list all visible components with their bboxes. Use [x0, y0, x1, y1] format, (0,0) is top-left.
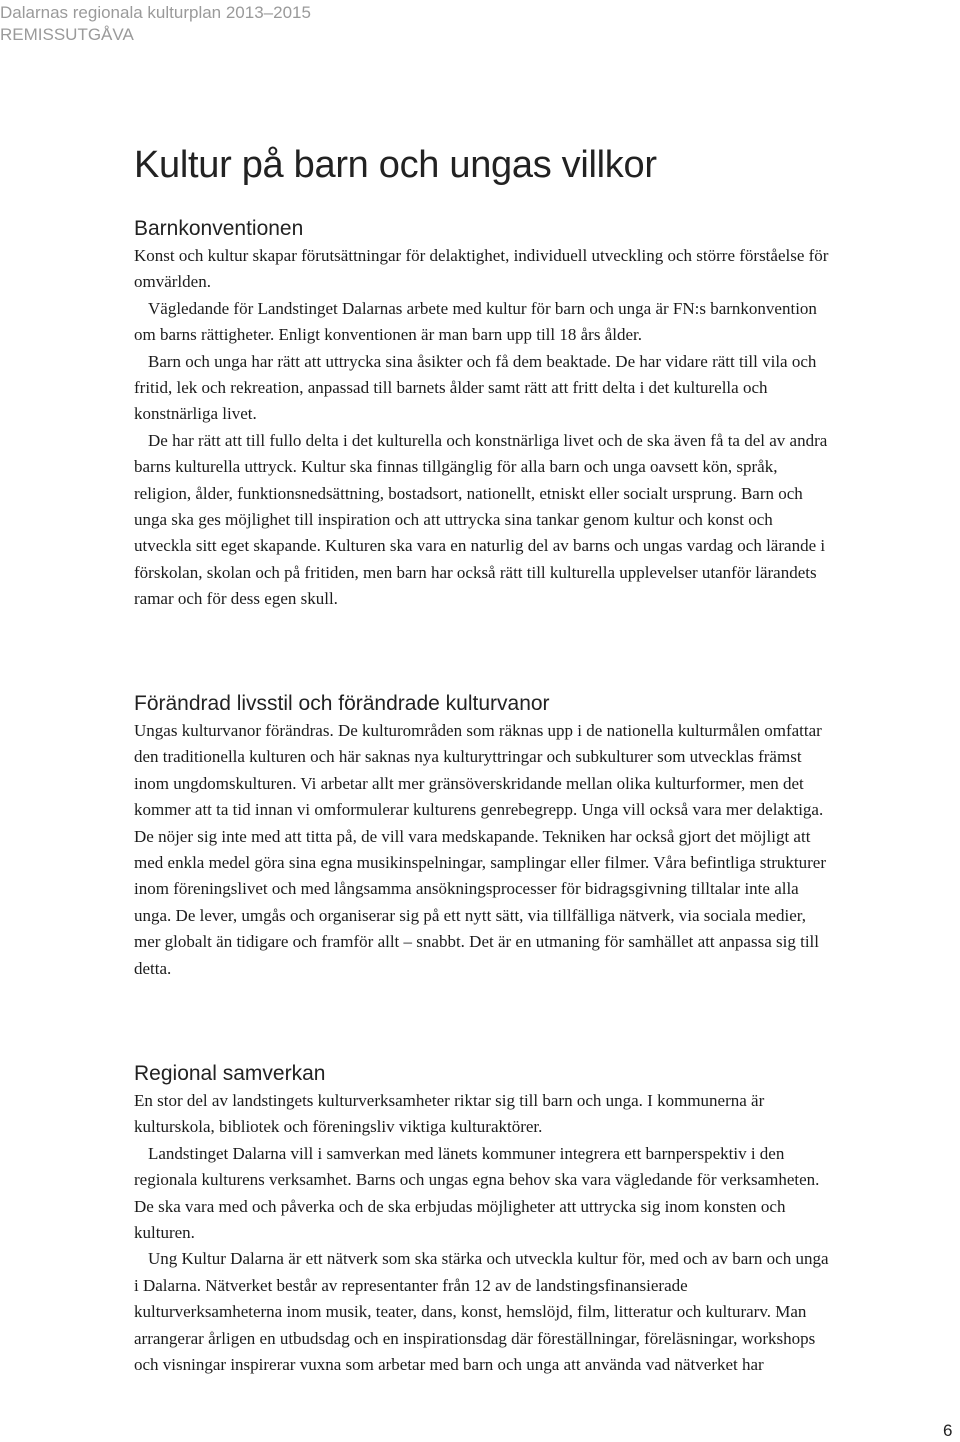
paragraph: Barn och unga har rätt att uttrycka sina åsikter och få dem beaktade. De har vidare rätt till vila och fritid, lek och rekreation, anpassad till barnets ålder samt rätt att fritt delta i det kulturella och konstnärliga livet.: [134, 351, 817, 424]
section-heading: Förändrad livsstil och förändrade kulturvanor: [134, 692, 550, 715]
section-forandrad-livsstil: [134, 690, 834, 982]
section-heading: Regional samverkan: [134, 1062, 326, 1085]
running-header: [0, 2, 311, 46]
paragraph: Konst och kultur skapar förutsättningar för delaktighet, individuell utveckling och större förståelse för omvärlden.: [134, 246, 829, 292]
section-barnkonventionen: [134, 215, 834, 613]
document-title: Dalarnas regionala kulturplan 2013–2015: [0, 3, 311, 22]
paragraph: Landstinget Dalarna vill i samverkan med länets kommuner integrera ett barnperspektiv i den regionala kulturens verksamhet. Barns och ungas egna behov ska vara vägledande för verksamheten. De ska vara med och påverka och de ska erbjudas möjligheter att uttrycka sig inom konsten och kulturen.: [134, 1143, 820, 1243]
paragraph: En stor del av landstingets kulturverksamheter riktar sig till barn och unga. I kommunerna är kulturskola, bibliotek och föreningsliv viktiga kulturaktörer.: [134, 1091, 765, 1137]
paragraph: Ung Kultur Dalarna är ett nätverk som ska stärka och utveckla kultur för, med och av barn och unga i Dalarna. Nätverket består av representanter från 12 av de landstingsfinansierade kulturverksamheterna inom musik, teater, dans, konst, hemslöjd, film, litteratur och kulturarv. Man arrangerar årligen en utbudsdag och en inspirationsdag där föreställningar, föreläsningar, workshops och visningar inspirerar vuxna som arbetar med barn och unga att använda vad nätverket har: [134, 1249, 829, 1375]
paragraph: Vägledande för Landstinget Dalarnas arbete med kultur för barn och unga är FN:s barnkonvention om barns rättigheter. Enligt konventionen är man barn upp till 18 års ålder.: [134, 298, 817, 345]
page-title: Kultur på barn och ungas villkor: [134, 144, 657, 186]
paragraph: De har rätt att till fullo delta i det kulturella och konstnärliga livet och de ska även få ta del av andra barns kulturella uttryck. Kultur ska finnas tillgänglig för alla barn och unga oavsett kön, språk, religion, ålder, funktionsnedsättning, bostadsort, nationellt, etniskt eller socialt ursprung. Barn och unga ska ges möjlighet till inspiration och att uttrycka sina tankar genom kultur och konst och utveckla sitt eget skapande. Kulturen ska vara en naturlig del av barns och ungas vardag och lärande i förskolan, skolan och på fritiden, men barn har också rätt till kulturella upplevelser utanför lärandets ramar och för dess egen skull.: [134, 430, 828, 609]
section-heading: Barnkonventionen: [134, 217, 304, 240]
section-regional-samverkan: [134, 1060, 834, 1378]
edition-label: REMISSUTGÅVA: [0, 25, 134, 44]
paragraph: Ungas kulturvanor förändras. De kulturområden som räknas upp i de nationella kulturmålen omfattar den traditionella kulturen och här saknas nya kulturyttringar och subkulturer som utvecklas främst inom ungdomskulturen. Vi arbetar allt mer gränsöverskridande mellan olika kulturformer, men det kommer att ta tid innan vi omformulerar kulturens genrebegrepp. Unga vill också vara mer delaktiga. De nöjer sig inte med att titta på, de vill vara medskapande. Tekniken har också gjort det möjligt att med enkla medel göra sina egna musikinspelningar, samplingar eller filmer. Våra befintliga strukturer inom föreningslivet och med långsamma ansökningsprocesser för bidragsgivning tilltalar inte alla unga. De lever, umgås och organiserar sig på ett nytt sätt, via tillfälliga nätverk, via sociala medier, mer globalt än tidigare och framför allt – snabbt. Det är en utmaning för samhället att anpassa sig till detta.: [134, 721, 827, 978]
page-number: 6: [943, 1421, 953, 1440]
